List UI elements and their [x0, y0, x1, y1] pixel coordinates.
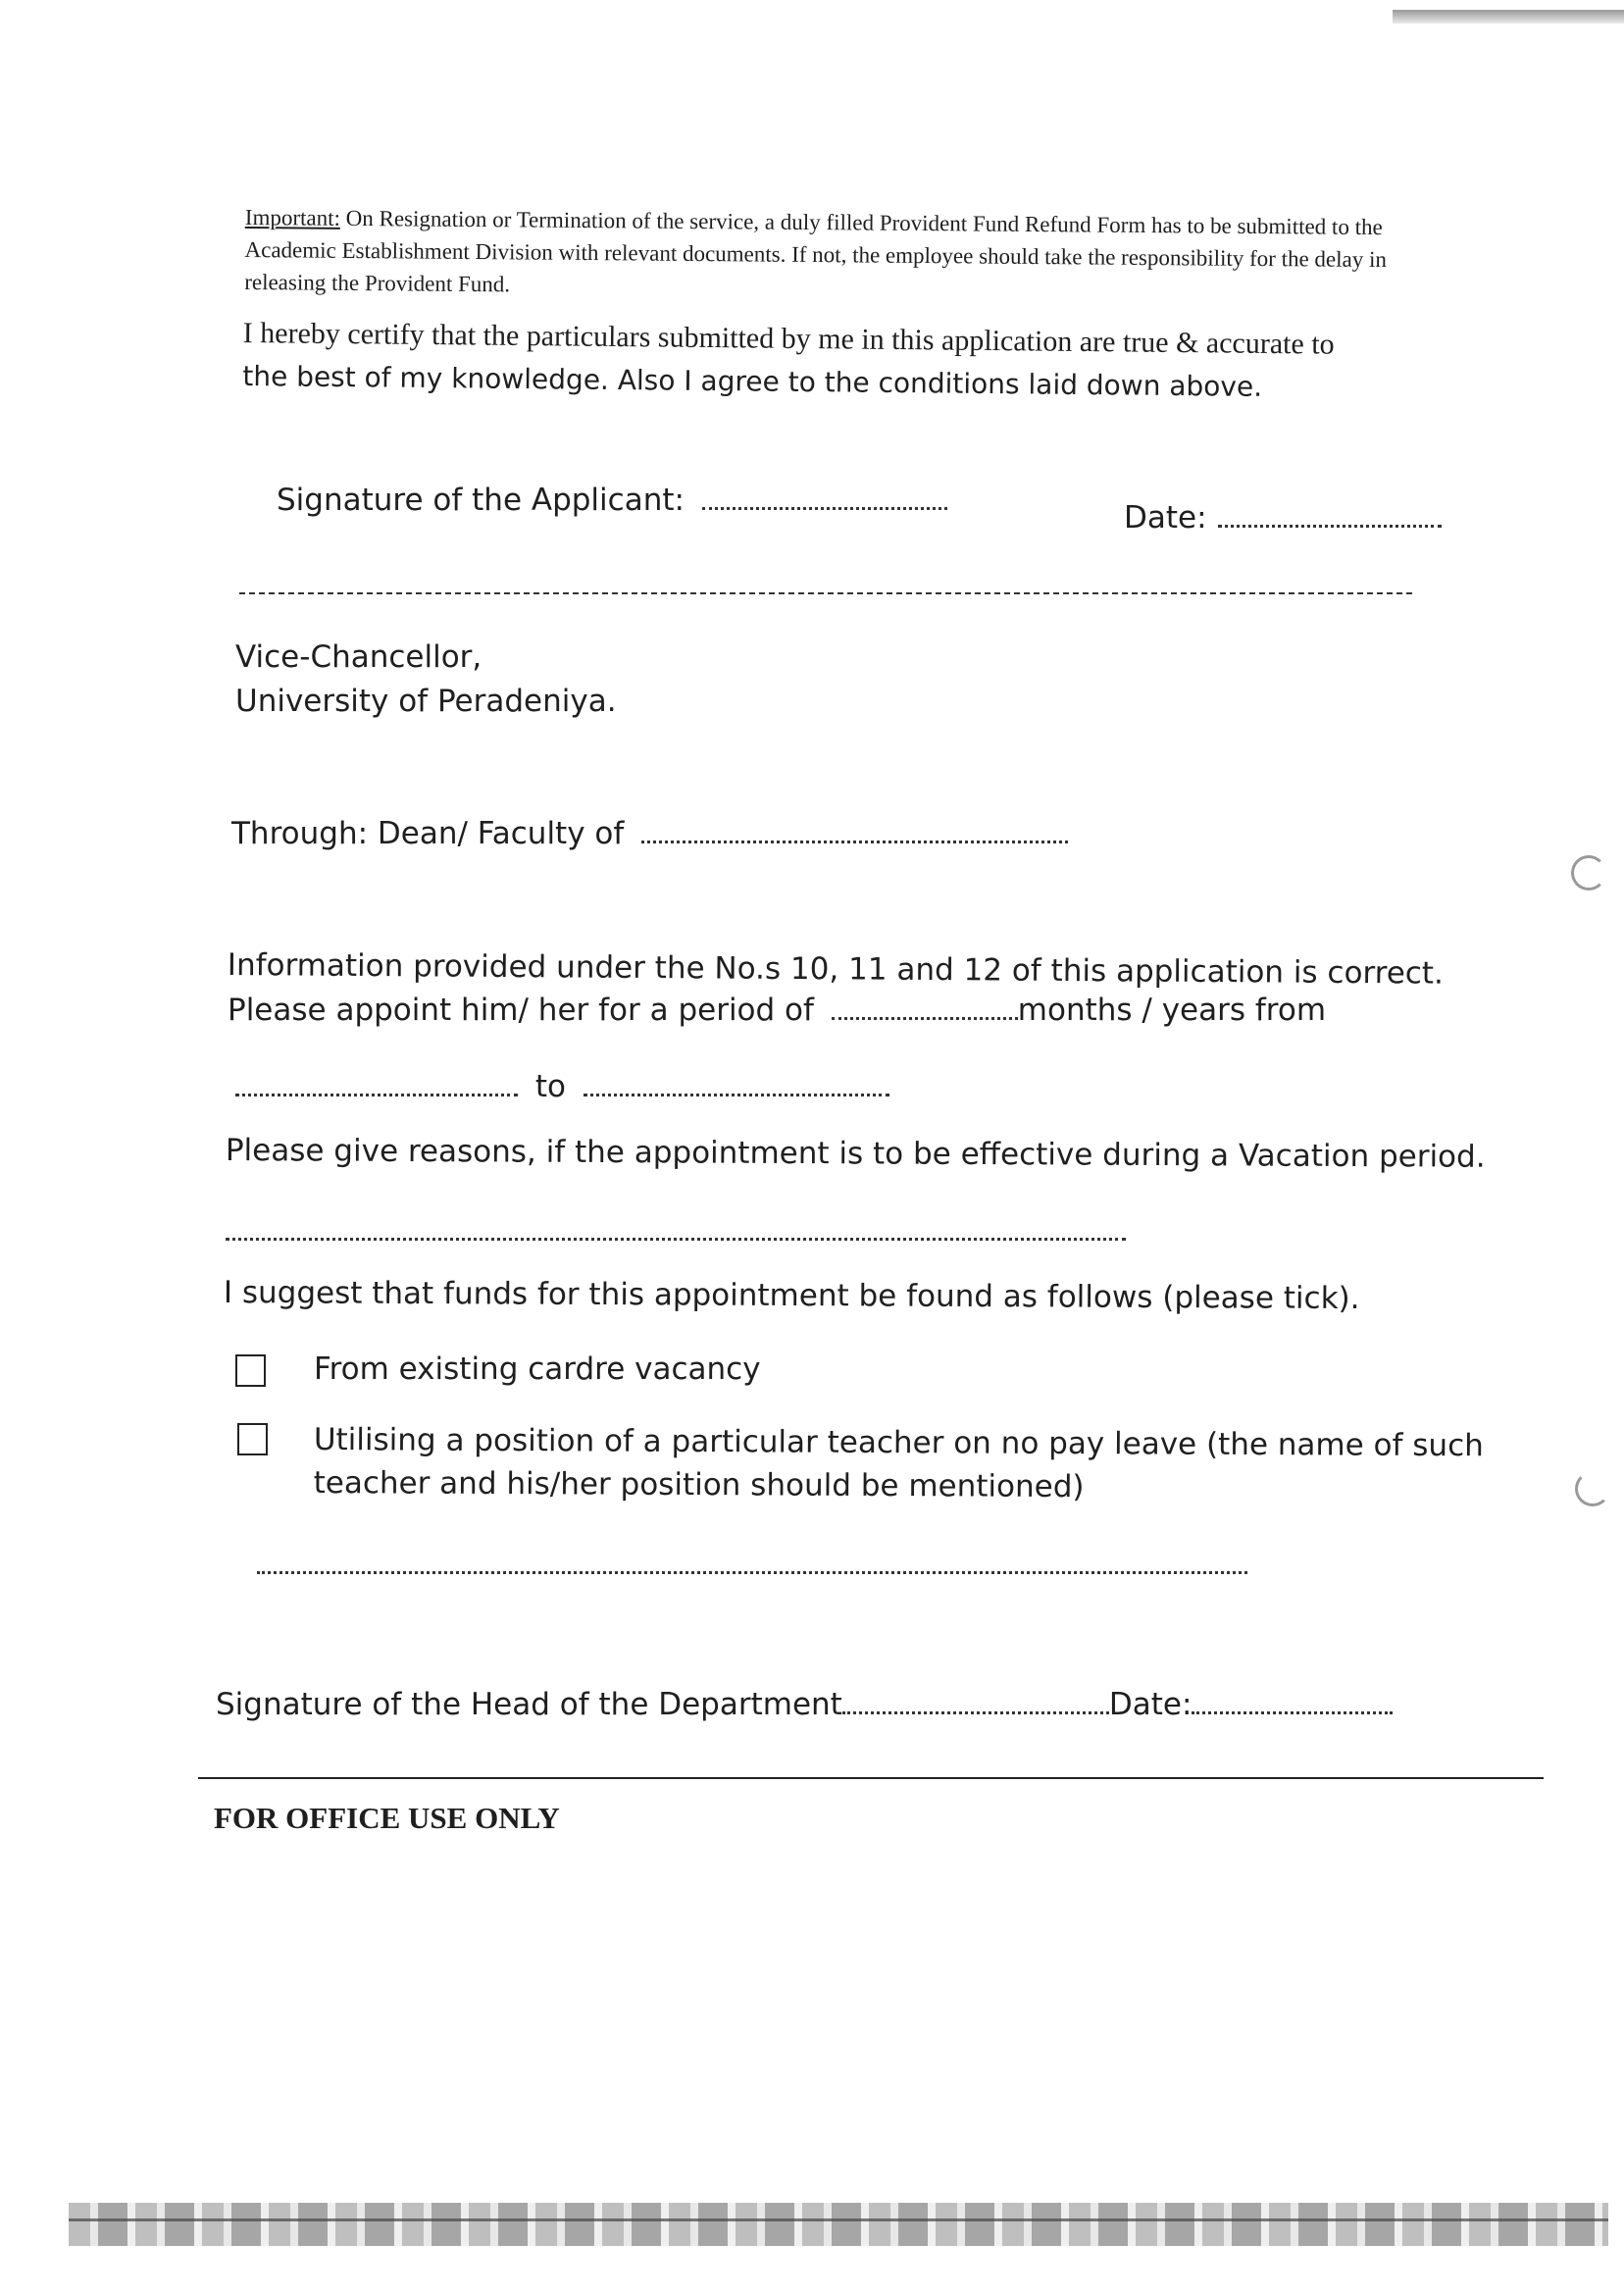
no-pay-leave-checkbox[interactable]: [237, 1423, 268, 1455]
period-blank[interactable]: [832, 1016, 1018, 1020]
scan-edge-top: [1393, 10, 1624, 24]
period-range-field[interactable]: [235, 1069, 889, 1104]
no-pay-leave-option-label: [314, 1418, 1484, 1510]
addressee-title: Vice-Chancellor,: [235, 639, 482, 675]
head-signature-field[interactable]: [216, 1687, 1393, 1722]
punch-hole-mark: [1575, 1471, 1610, 1506]
teacher-details-blank[interactable]: [257, 1571, 1247, 1574]
applicant-signature-field[interactable]: [277, 483, 947, 518]
applicant-signature-blank[interactable]: [702, 506, 947, 510]
important-notice: [244, 201, 1393, 308]
through-dean-field[interactable]: [231, 816, 1068, 851]
vacation-reasons-prompt: Please give reasons, if the appointment is to be effective during a Vacation period.: [225, 1133, 1486, 1175]
certification-line-1: I hereby certify that the particulars submitted by me in this application are true & accurate to: [242, 316, 1335, 361]
addressee-university: University of Peradeniya.: [235, 684, 617, 719]
scan-edge-bottom-line: [69, 2218, 1608, 2221]
to-date-blank[interactable]: [584, 1093, 889, 1096]
through-label: Through: Dean/ Faculty of: [231, 816, 625, 851]
office-use-divider: [198, 1777, 1544, 1779]
from-date-blank[interactable]: [235, 1093, 518, 1096]
head-signature-blank[interactable]: [842, 1710, 1109, 1714]
faculty-blank[interactable]: [641, 840, 1068, 843]
head-date-label: Date:: [1108, 1687, 1193, 1722]
cut-line-divider: [239, 592, 1412, 594]
appoint-suffix: months / years from: [1017, 993, 1327, 1028]
no-pay-leave-line-1: Utilising a position of a particular teacher on no pay leave (the name of such: [313, 1422, 1484, 1464]
applicant-date-field[interactable]: [1124, 500, 1442, 535]
head-date-blank[interactable]: [1192, 1710, 1393, 1714]
certification-statement: [242, 312, 1420, 411]
cadre-vacancy-checkbox[interactable]: [235, 1354, 266, 1387]
certification-line-2: the best of my knowledge. Also I agree to the conditions laid down above.: [242, 359, 1263, 403]
head-signature-label: Signature of the Head of the Department: [216, 1687, 842, 1722]
applicant-date-label: Date:: [1124, 500, 1207, 535]
important-text: On Resignation or Termination of the service, a duly filled Provident Fund Refund Form has to be submitted to the Academic Establishment Division with relevant documents. If not, the employee should take the responsibility for the delay in releasing the Provident Fund.: [244, 205, 1388, 297]
appoint-prefix: Please appoint him/ her for a period of: [228, 993, 814, 1028]
no-pay-leave-line-2: teacher and his/her position should be mentioned): [313, 1464, 1085, 1505]
cadre-vacancy-option-label: From existing cardre vacancy: [314, 1351, 761, 1387]
important-label: Important:: [244, 204, 341, 230]
information-correct-statement: Information provided under the No.s 10, 11 and 12 of this application is correct.: [227, 947, 1445, 992]
appointment-period-field[interactable]: [228, 993, 1326, 1028]
scan-edge-bottom: [69, 2203, 1608, 2246]
applicant-signature-label: Signature of the Applicant:: [277, 483, 685, 518]
office-use-heading: FOR OFFICE USE ONLY: [214, 1801, 560, 1835]
to-label: to: [534, 1069, 566, 1104]
vacation-reasons-blank[interactable]: [226, 1238, 1126, 1241]
applicant-date-blank[interactable]: [1218, 524, 1442, 528]
punch-hole-mark: [1571, 855, 1606, 891]
funds-suggestion-prompt: I suggest that funds for this appointment be found as follows (please tick).: [223, 1275, 1360, 1317]
